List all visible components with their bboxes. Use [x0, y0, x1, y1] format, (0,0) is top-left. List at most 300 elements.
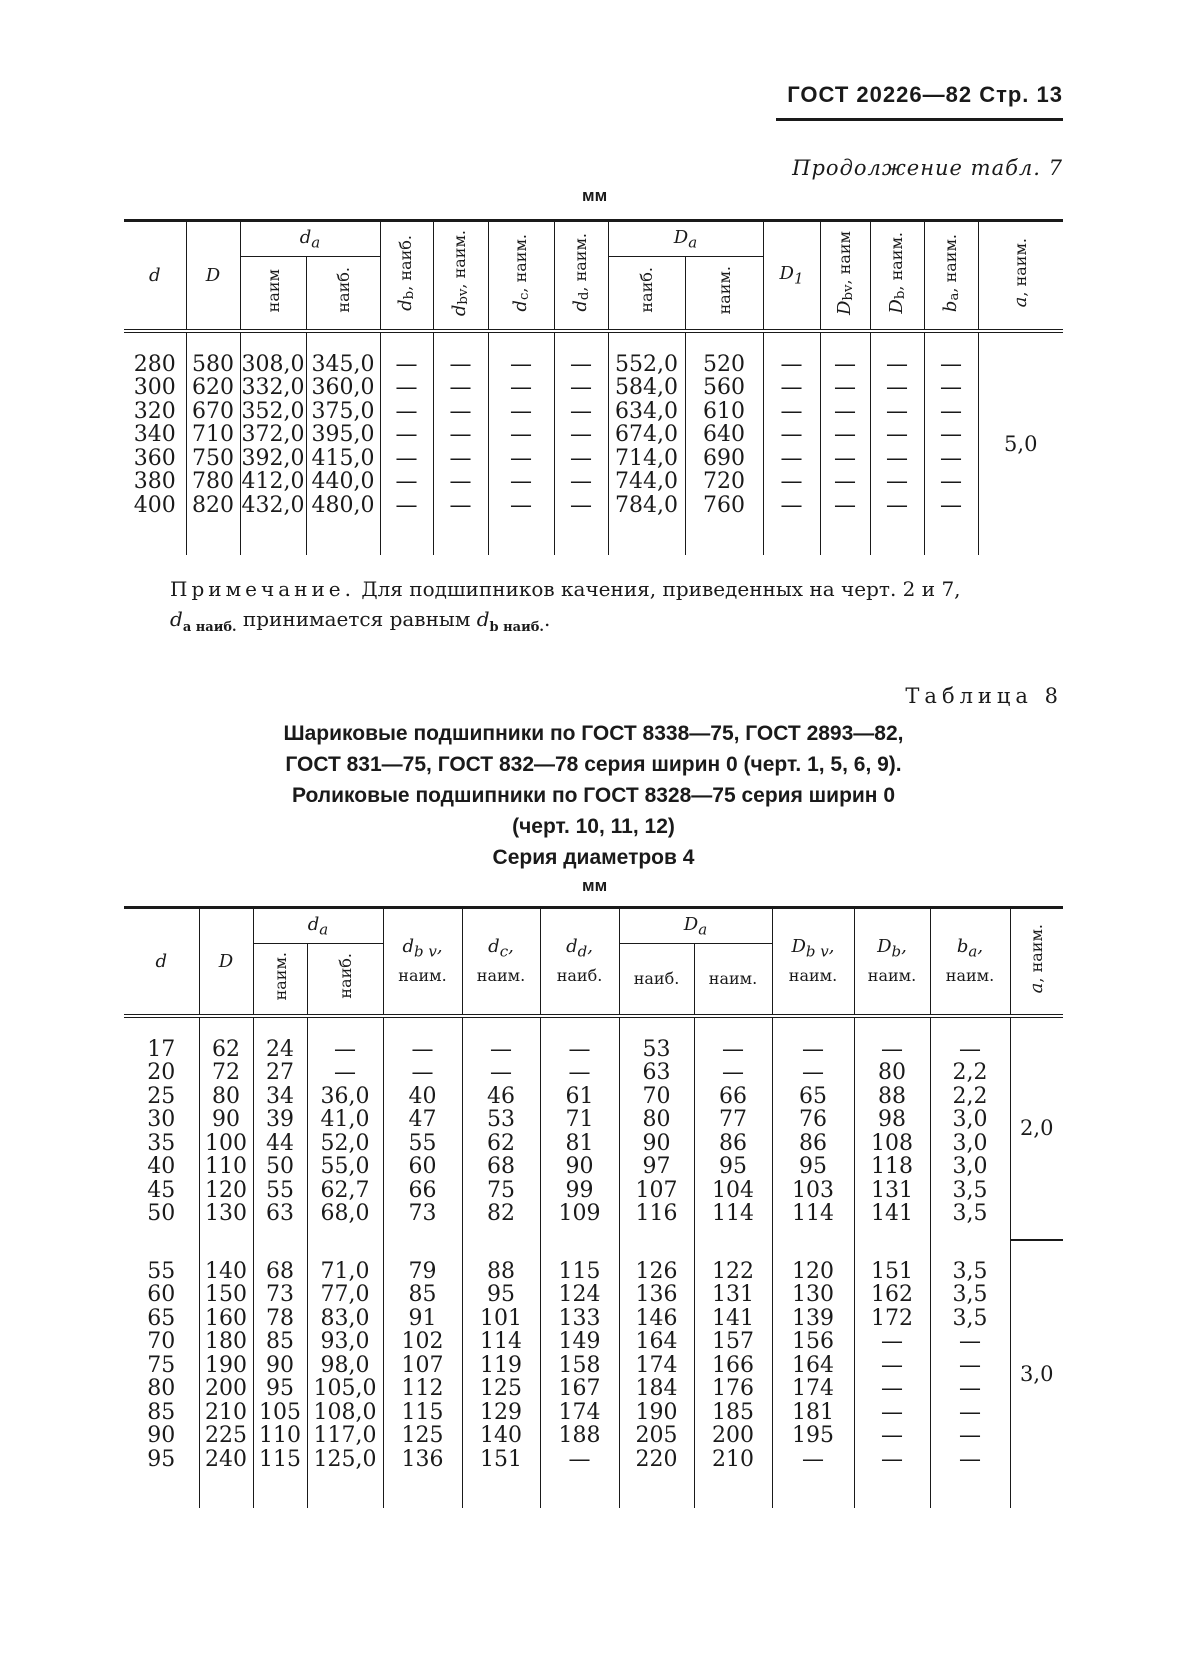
table-cell: — — [570, 445, 592, 471]
table-cell: 52,0 — [320, 1130, 370, 1156]
table-cell: — — [834, 445, 856, 471]
table-cell: — — [510, 492, 532, 518]
table-cell: 139 — [792, 1305, 834, 1331]
table7-continuation: Продолжение табл. 7 — [792, 156, 1063, 180]
t8-g2-col-a: 3,0 — [1010, 1240, 1063, 1508]
table-cell: — — [510, 398, 532, 424]
t7-header-Dbv: $D_{bv}$, наим — [820, 221, 870, 331]
table-cell: — — [959, 1423, 981, 1448]
table-cell: 140 — [205, 1258, 247, 1284]
table-cell: 53 — [642, 1036, 671, 1062]
t7-header-da-naib: наиб. — [306, 257, 380, 331]
table-cell: — — [395, 422, 418, 447]
table-cell: 80 — [878, 1060, 906, 1085]
table-cell: 46 — [487, 1083, 515, 1109]
table-cell: 90 — [565, 1154, 594, 1179]
table-cell: — — [780, 492, 803, 518]
table-cell: 634,0 — [615, 398, 678, 424]
table-cell: 60 — [408, 1154, 437, 1179]
table-cell: — — [510, 445, 532, 471]
table-cell: 77,0 — [320, 1282, 370, 1307]
table-cell: 240 — [205, 1446, 247, 1472]
table-cell: 60 — [147, 1282, 176, 1307]
table-cell: 55 — [266, 1177, 294, 1203]
t8-g1-col-Db — [854, 1016, 930, 1240]
table-cell: 640 — [703, 422, 745, 447]
table-cell: 44 — [266, 1130, 294, 1156]
table-cell: 104 — [712, 1177, 754, 1203]
table-cell: — — [940, 398, 962, 424]
t8-g2-col-Da-naib — [619, 1240, 694, 1508]
t8-header-Dbv: $D_{b v}$, наим. — [772, 908, 854, 1016]
table-cell: — — [886, 398, 908, 424]
t7-col-dbv — [433, 331, 488, 555]
table-cell: 584,0 — [615, 375, 678, 400]
table-cell: 114 — [480, 1329, 522, 1354]
table-cell: 71,0 — [320, 1258, 370, 1284]
table-cell: 166 — [712, 1352, 754, 1378]
t7-header-dbv: $d_{bv}$, наим. — [433, 221, 488, 331]
table-cell: 181 — [792, 1399, 834, 1425]
table-cell: 73 — [266, 1282, 294, 1307]
table-cell: 95 — [799, 1154, 827, 1179]
t8-g1-col-da-naib — [307, 1016, 383, 1240]
table-cell: 68 — [266, 1258, 294, 1284]
table-cell: 172 — [871, 1305, 913, 1331]
table-cell: — — [395, 375, 418, 400]
table-cell: 115 — [259, 1446, 301, 1472]
table-cell: 50 — [266, 1154, 294, 1179]
table-cell: 36,0 — [320, 1083, 370, 1109]
t7-header-D1: $D_1$ — [763, 221, 820, 331]
table-cell: 78 — [266, 1305, 294, 1331]
table-cell: 86 — [719, 1130, 747, 1156]
table-cell: — — [959, 1329, 981, 1354]
table-cell: 3,5 — [952, 1201, 988, 1226]
table-cell: 112 — [401, 1376, 444, 1401]
table-cell: 210 — [205, 1399, 247, 1425]
table-cell: 103 — [792, 1177, 834, 1203]
table8 — [124, 906, 1063, 1508]
table-cell: 200 — [712, 1423, 754, 1448]
table-cell: 88 — [487, 1258, 515, 1284]
table-cell: 115 — [558, 1258, 601, 1284]
table-cell: 580 — [192, 351, 234, 377]
table-cell: 780 — [192, 469, 234, 494]
table-cell: 126 — [635, 1258, 678, 1284]
table-cell: 120 — [205, 1177, 247, 1203]
table-cell: 225 — [205, 1423, 247, 1448]
table-cell: 3,5 — [952, 1177, 988, 1203]
table-cell: 188 — [558, 1423, 601, 1448]
table-cell: 136 — [401, 1446, 444, 1472]
table-cell: 150 — [205, 1282, 247, 1307]
table-cell: — — [510, 351, 532, 377]
table-cell: 3,0 — [952, 1107, 988, 1132]
t8-g2-col-D — [199, 1240, 253, 1508]
table-cell: 72 — [212, 1060, 240, 1085]
table-cell: 332,0 — [241, 375, 305, 400]
t7-header-dc: $d_c$, наим. — [488, 221, 554, 331]
table-cell: — — [722, 1036, 744, 1062]
t8-g2-col-Dbv — [772, 1240, 854, 1508]
t7-col-da-naim — [240, 331, 306, 555]
table-cell: — — [940, 351, 962, 377]
t8-g2-col-da-naib — [307, 1240, 383, 1508]
table-cell: — — [834, 422, 856, 447]
note-da: d — [170, 607, 183, 631]
table-cell: 63 — [642, 1060, 671, 1085]
table-cell: — — [802, 1446, 824, 1472]
table-cell: 372,0 — [241, 422, 305, 447]
table-cell: 63 — [266, 1201, 294, 1226]
table-cell: — — [395, 445, 418, 471]
table-cell: 105,0 — [313, 1376, 377, 1401]
table-cell: 674,0 — [615, 422, 678, 447]
table-cell: — — [395, 492, 418, 518]
table-cell: 174 — [635, 1352, 678, 1378]
t8-header-d: d — [124, 908, 199, 1016]
table-cell: — — [490, 1036, 512, 1062]
table-cell: — — [449, 351, 472, 377]
t7-col-dd — [554, 331, 608, 555]
table-cell: 62,7 — [320, 1177, 370, 1203]
t8-g1-col-D — [199, 1016, 253, 1240]
table-cell: 73 — [408, 1201, 437, 1226]
t7-header-a: a, наим. — [978, 221, 1063, 331]
table7-note: Примечание. Для подшипников качения, приведенных на черт. 2 и 7, $d_{a наиб.}$ принимается равным $d_{b наиб.}$. — [170, 577, 961, 635]
table-cell: — — [722, 1060, 744, 1085]
table-cell: 80 — [212, 1083, 240, 1109]
table-cell: 560 — [703, 375, 745, 400]
table-cell: 320 — [133, 398, 176, 424]
table-cell: — — [834, 398, 856, 424]
table-cell: 395,0 — [311, 422, 375, 447]
table-cell: 415,0 — [311, 445, 375, 471]
table-cell: — — [940, 422, 962, 447]
table-cell: 40 — [408, 1083, 437, 1109]
table-cell: 190 — [205, 1352, 247, 1378]
table-cell: — — [395, 351, 418, 377]
t8-g2-col-ba — [930, 1240, 1010, 1508]
table-cell: 66 — [408, 1177, 437, 1203]
table-cell: 53 — [487, 1107, 515, 1132]
table-cell: — — [449, 422, 472, 447]
table-cell: — — [570, 469, 592, 494]
table-cell: 95 — [719, 1154, 747, 1179]
table-cell: 220 — [635, 1446, 678, 1472]
table-cell: — — [881, 1352, 903, 1378]
note-label: Примечание. — [170, 577, 355, 601]
table-cell: — — [886, 351, 908, 377]
table-cell: — — [449, 398, 472, 424]
t8-header-D: D — [199, 908, 253, 1016]
table-cell: — — [881, 1423, 903, 1448]
table7-unit: мм — [582, 186, 608, 205]
table-cell: — — [568, 1446, 591, 1472]
table-cell: — — [780, 445, 803, 471]
table-cell: — — [802, 1036, 824, 1062]
table-cell: 68,0 — [320, 1201, 370, 1226]
table-cell: 20 — [147, 1060, 176, 1085]
table-cell: 105 — [259, 1399, 301, 1425]
table-cell: 47 — [408, 1107, 437, 1132]
table-cell: 157 — [712, 1329, 754, 1354]
table-cell: — — [940, 445, 962, 471]
t8-g2-col-dc — [462, 1240, 540, 1508]
table-cell: — — [510, 375, 532, 400]
table-cell: — — [568, 1060, 591, 1085]
table-cell: 174 — [558, 1399, 601, 1425]
table-cell: 164 — [792, 1352, 834, 1378]
table-cell: 820 — [192, 492, 234, 518]
table-cell: 360,0 — [311, 375, 375, 400]
table-cell: — — [886, 492, 908, 518]
table-cell: 200 — [205, 1376, 247, 1401]
table-cell: 99 — [565, 1177, 594, 1203]
t8-header-Da-naim: наим. — [694, 944, 772, 1016]
table-cell: — — [959, 1376, 981, 1401]
table-cell: — — [780, 375, 803, 400]
t8-g2-col-Db — [854, 1240, 930, 1508]
table-cell: 164 — [635, 1329, 678, 1354]
table-cell: 98,0 — [320, 1352, 370, 1378]
table-cell: 784,0 — [615, 492, 678, 518]
table-cell: — — [570, 351, 592, 377]
table-cell: — — [802, 1060, 824, 1085]
t7-col-Db — [870, 331, 924, 555]
table-cell: 345,0 — [311, 351, 375, 377]
table-cell: 133 — [558, 1305, 601, 1331]
table-cell: 760 — [703, 492, 745, 518]
table-cell: 109 — [558, 1201, 601, 1226]
table-cell: 149 — [558, 1329, 601, 1354]
table-cell: — — [395, 469, 418, 494]
table-cell: 360 — [133, 445, 176, 471]
table-cell: 3,5 — [952, 1282, 988, 1307]
table-cell: 70 — [147, 1329, 176, 1354]
table-cell: — — [959, 1036, 981, 1062]
t7-col-Dbv — [820, 331, 870, 555]
t7-header-dd: $d_d$, наим. — [554, 221, 608, 331]
table-cell: — — [568, 1036, 591, 1062]
table-cell: 65 — [799, 1083, 827, 1109]
table-cell: 158 — [558, 1352, 601, 1378]
table-cell: 125,0 — [313, 1446, 377, 1472]
t7-col-da-naib — [306, 331, 380, 555]
table-cell: 97 — [642, 1154, 671, 1179]
table-cell: — — [959, 1446, 981, 1472]
t8-header-dc: $d_c$, наим. — [462, 908, 540, 1016]
table-cell: — — [834, 469, 856, 494]
table-cell: — — [881, 1399, 903, 1425]
table-cell: 136 — [635, 1282, 678, 1307]
note-db: d — [476, 607, 490, 631]
table-cell: 90 — [266, 1352, 294, 1378]
table-cell: 308,0 — [241, 351, 305, 377]
table-cell: — — [334, 1060, 356, 1085]
table-cell: — — [959, 1399, 981, 1425]
table-cell: 352,0 — [241, 398, 305, 424]
table-cell: 300 — [133, 375, 176, 400]
t7-col-D1 — [763, 331, 820, 555]
table-cell: 77 — [719, 1107, 747, 1132]
table-cell: 66 — [719, 1083, 747, 1109]
table-cell: 280 — [133, 351, 176, 377]
table-cell: 141 — [712, 1305, 754, 1331]
table-cell: 41,0 — [320, 1107, 370, 1132]
table-cell: 610 — [703, 398, 745, 424]
table-cell: 124 — [558, 1282, 601, 1307]
t7-header-D: D — [186, 221, 240, 331]
table-cell: 34 — [266, 1083, 294, 1109]
table-cell: 102 — [401, 1329, 444, 1354]
t7-header-d: d — [124, 221, 186, 331]
header-rule — [776, 118, 1063, 121]
t8-g1-col-dbv — [383, 1016, 462, 1240]
table-cell: 62 — [212, 1036, 240, 1062]
t8-g1-col-dd — [540, 1016, 619, 1240]
t7-header-da-naim: наим — [240, 257, 306, 331]
table-cell: 80 — [147, 1376, 176, 1401]
table-cell: 750 — [192, 445, 234, 471]
t8-g1-col-Dbv — [772, 1016, 854, 1240]
table-cell: 690 — [703, 445, 745, 471]
table-cell: 120 — [792, 1258, 834, 1284]
table-cell: 24 — [266, 1036, 294, 1062]
table-cell: 744,0 — [615, 469, 678, 494]
table-cell: 85 — [408, 1282, 437, 1307]
t7-header-db: $d_b$, наиб. — [380, 221, 433, 331]
table-cell: 100 — [205, 1130, 247, 1156]
table-cell: 131 — [871, 1177, 913, 1203]
table-cell: — — [510, 422, 532, 447]
table-cell: 39 — [266, 1107, 294, 1132]
table-cell: 61 — [565, 1083, 594, 1109]
t8-header-Da: $D_a$ — [619, 908, 772, 944]
table-cell: 114 — [792, 1201, 834, 1226]
t8-header-Db: $D_b$, наим. — [854, 908, 930, 1016]
table-cell: — — [940, 469, 962, 494]
t8-header-da-naim: наим. — [253, 944, 307, 1016]
t8-header-da: $d_a$ — [253, 908, 383, 944]
table-cell: 76 — [799, 1107, 827, 1132]
t8-g1-col-Da-naim — [694, 1016, 772, 1240]
table-cell: 45 — [147, 1177, 176, 1203]
table-cell: — — [449, 375, 472, 400]
table-cell: 85 — [266, 1329, 294, 1354]
table-cell: 3,0 — [952, 1154, 988, 1179]
table-cell: 80 — [642, 1107, 671, 1132]
table-cell: 35 — [147, 1130, 176, 1156]
table-cell: — — [834, 351, 856, 377]
table-cell: 62 — [487, 1130, 515, 1156]
t8-header-Da-naib: наиб. — [619, 944, 694, 1016]
table7 — [124, 219, 1063, 555]
table-cell: — — [570, 375, 592, 400]
t8-header-dbv: $d_{b v}$, наим. — [383, 908, 462, 1016]
table-cell: — — [881, 1446, 903, 1472]
table-cell: — — [940, 375, 962, 400]
table-cell: 90 — [642, 1130, 671, 1156]
table-cell: 40 — [147, 1154, 176, 1179]
table-cell: — — [886, 445, 908, 471]
table-cell: 210 — [712, 1446, 754, 1472]
table-cell: — — [780, 351, 803, 377]
table-cell: 114 — [712, 1201, 754, 1226]
t7-col-d — [124, 331, 186, 555]
t7-col-dc — [488, 331, 554, 555]
table-cell: 83,0 — [320, 1305, 370, 1331]
table-cell: 670 — [192, 398, 234, 424]
table-cell: — — [570, 422, 592, 447]
page-header: ГОСТ 20226—82 Стр. 13 — [787, 82, 1063, 107]
table-cell: — — [510, 469, 532, 494]
table-cell: — — [411, 1060, 434, 1085]
table-cell: — — [940, 492, 962, 518]
table-cell: 90 — [212, 1107, 240, 1132]
table-cell: — — [959, 1352, 981, 1378]
table-cell: 117,0 — [313, 1423, 377, 1448]
table-cell: 115 — [401, 1399, 444, 1425]
t8-g2-col-Da-naim — [694, 1240, 772, 1508]
t7-col-Da-naib — [608, 331, 685, 555]
t8-g2-col-dd — [540, 1240, 619, 1508]
table-cell: — — [411, 1036, 434, 1062]
table-cell: 375,0 — [311, 398, 375, 424]
t8-header-dd: $d_d$, наиб. — [540, 908, 619, 1016]
table-cell: 30 — [147, 1107, 176, 1132]
t8-header-a: a, наим. — [1010, 908, 1063, 1016]
table-cell: — — [780, 469, 803, 494]
table-cell: 2,2 — [952, 1083, 988, 1109]
table-cell: 125 — [480, 1376, 522, 1401]
t8-g1-col-d — [124, 1016, 199, 1240]
table-cell: 720 — [703, 469, 745, 494]
table-cell: 108 — [871, 1130, 913, 1156]
table-cell: 70 — [642, 1083, 671, 1109]
table-cell: 91 — [408, 1305, 437, 1331]
table-cell: 55,0 — [320, 1154, 370, 1179]
table-cell: — — [881, 1376, 903, 1401]
t7-header-Da: $D_a$ — [608, 221, 763, 257]
table-cell: 90 — [147, 1423, 176, 1448]
table-cell: 98 — [878, 1107, 906, 1132]
table-cell: 107 — [401, 1352, 444, 1378]
table8-label: Таблица 8 — [905, 684, 1063, 708]
table-cell: 27 — [266, 1060, 294, 1085]
table-cell: 119 — [480, 1352, 522, 1378]
table-cell: 440,0 — [311, 469, 375, 494]
table8-title: Шариковые подшипники по ГОСТ 8338—75, ГОСТ 2893—82, ГОСТ 831—75, ГОСТ 832—78 серия ширин 0 (черт. 1, 5, 6, 9). Роликовые подшипники по ГОСТ 8328—75 серия ширин 0 (черт. 10, 11, 12) Серия диаметров 4 — [283, 722, 904, 869]
table-cell: 93,0 — [320, 1329, 370, 1354]
table-cell: 116 — [635, 1201, 678, 1226]
table-cell: 174 — [792, 1376, 834, 1401]
table-cell: 79 — [408, 1258, 437, 1284]
t8-g1-col-dc — [462, 1016, 540, 1240]
table-cell: 85 — [147, 1399, 176, 1425]
t7-header-Db: $D_b$, наим. — [870, 221, 924, 331]
table-cell: 140 — [480, 1423, 522, 1448]
table-cell: 412,0 — [241, 469, 305, 494]
table-cell: 156 — [792, 1329, 834, 1354]
table-cell: 130 — [205, 1201, 247, 1226]
table-cell: 71 — [565, 1107, 594, 1132]
note-text1: Для подшипников качения, приведенных на черт. 2 и 7, — [354, 577, 961, 601]
table-cell: 380 — [133, 469, 176, 494]
table-cell: 151 — [480, 1446, 522, 1472]
table-cell: 180 — [205, 1329, 247, 1354]
